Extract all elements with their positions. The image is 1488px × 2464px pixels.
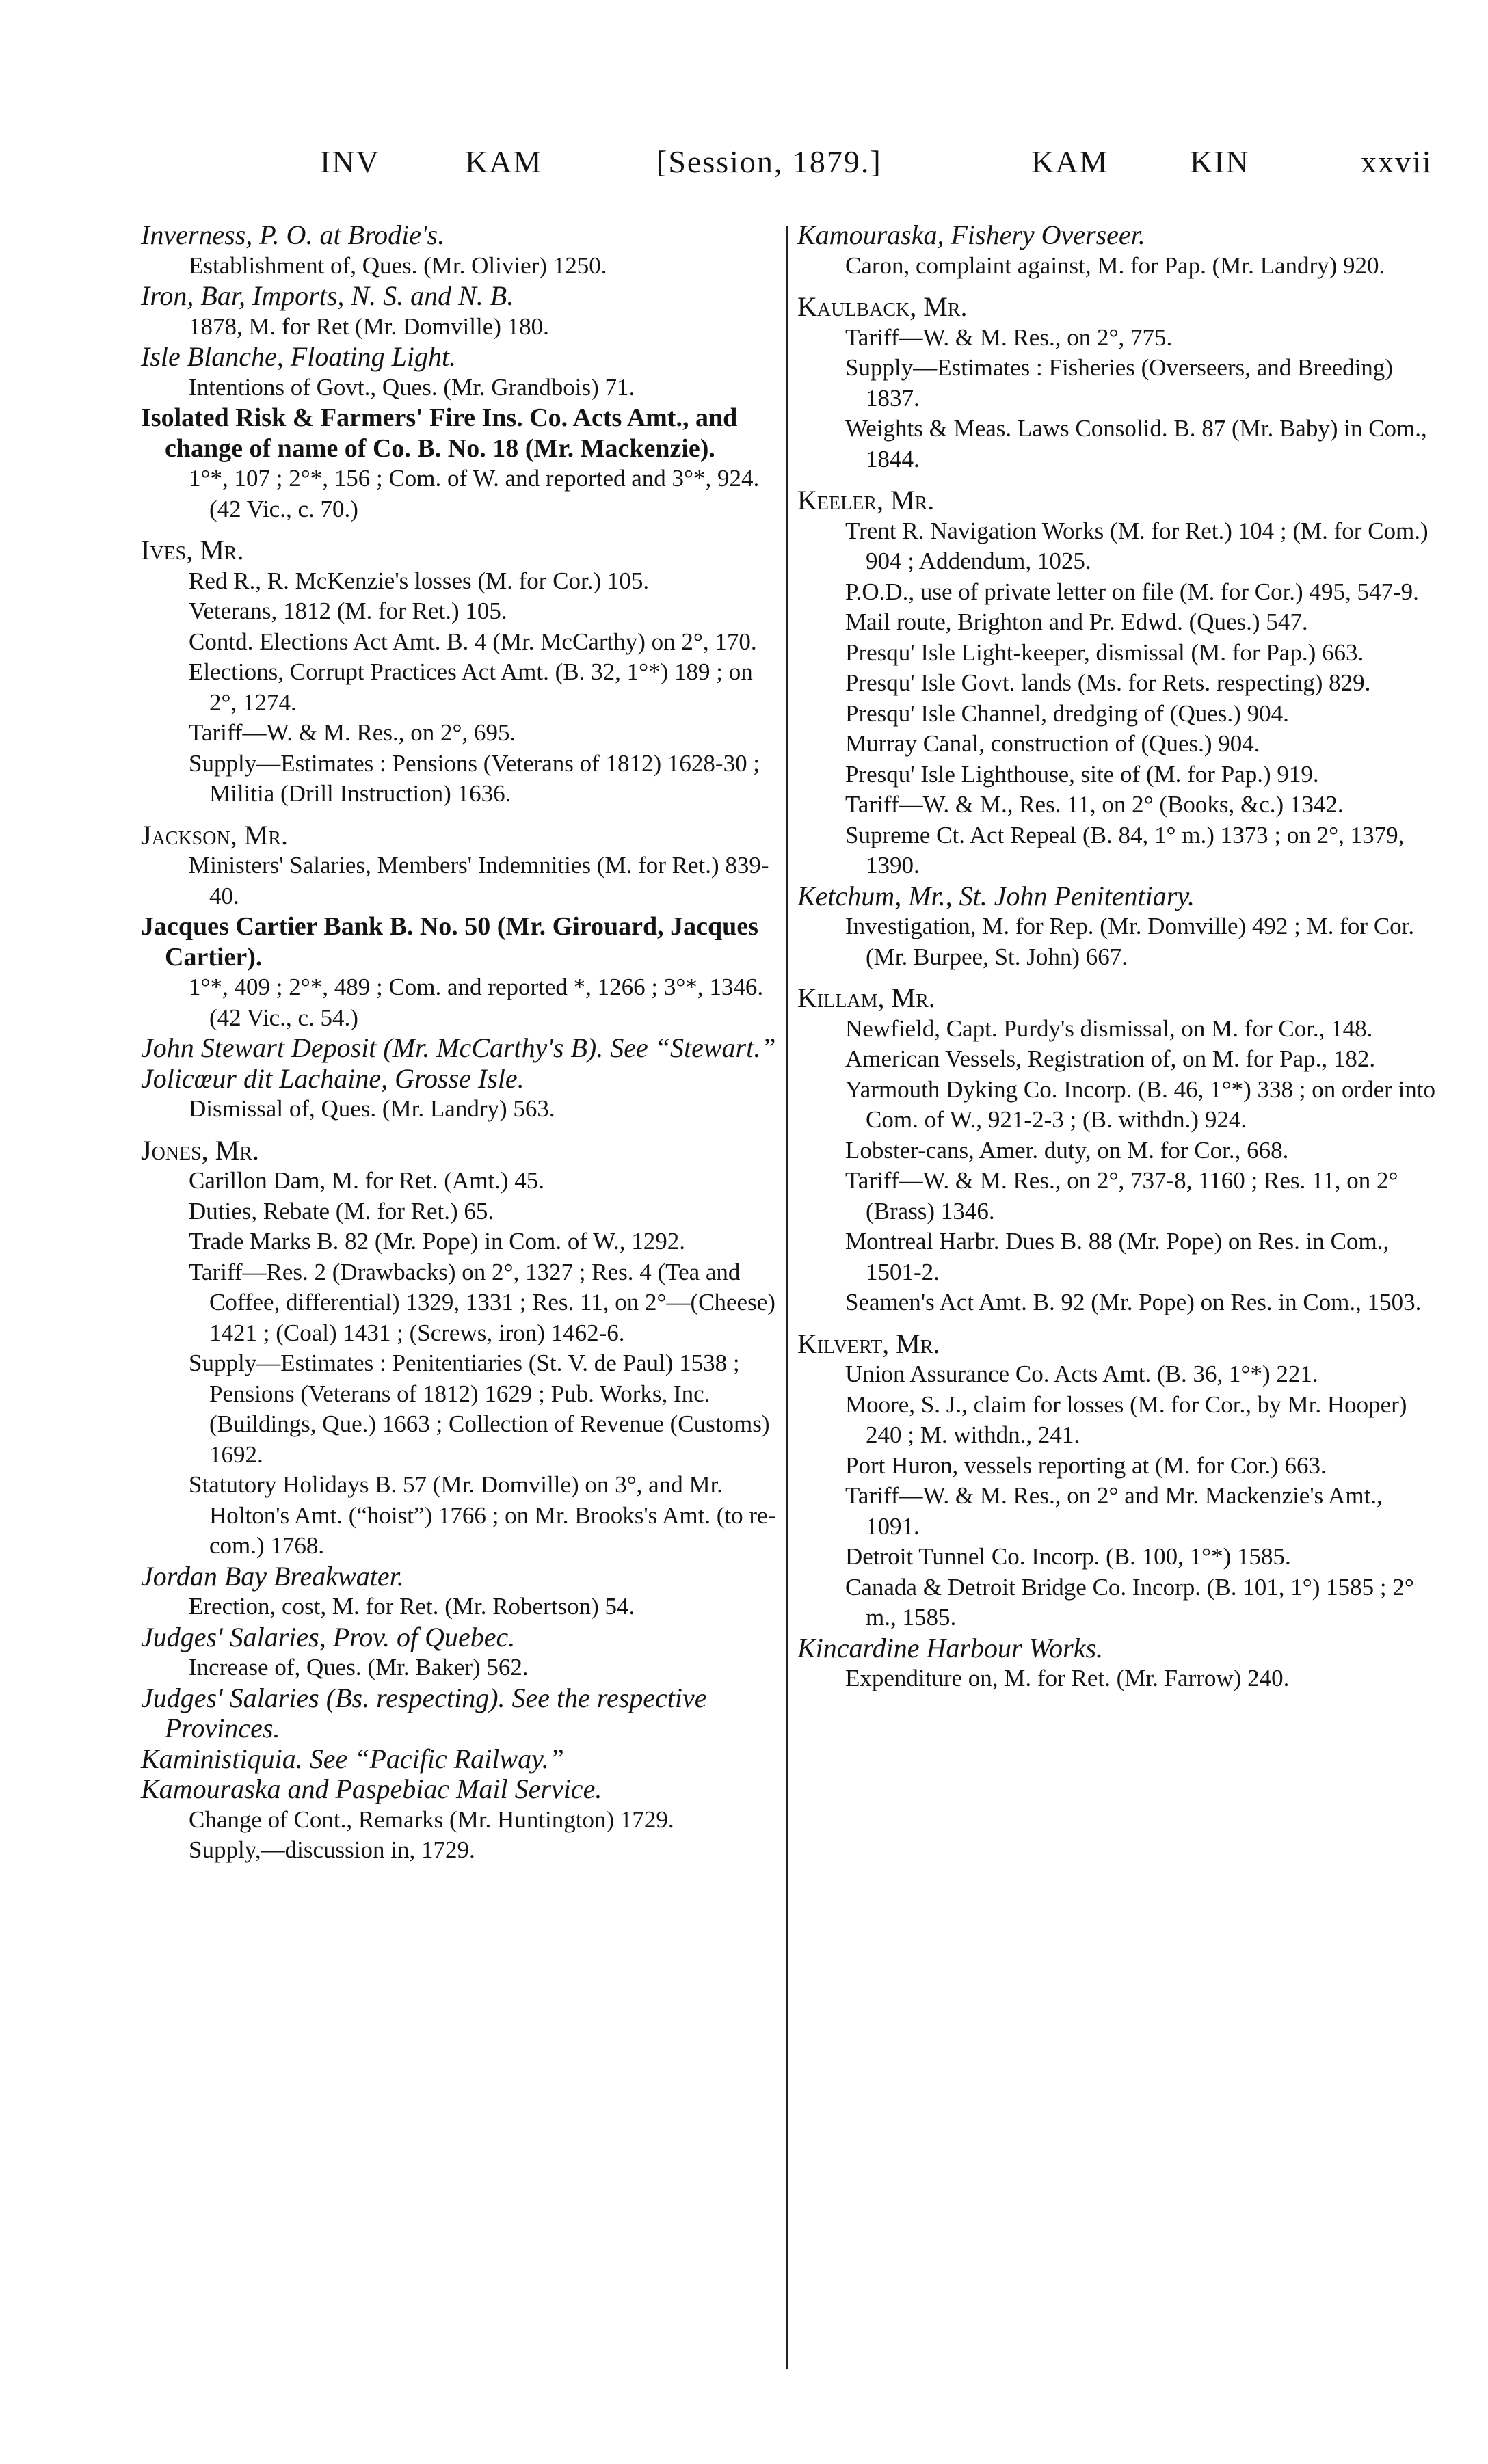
entry-line: Murray Canal, construction of (Ques.) 904. bbox=[845, 730, 1260, 757]
entry-heading: Iron, Bar, Imports, N. S. and N. B. bbox=[141, 280, 514, 311]
entry-gap bbox=[141, 809, 780, 820]
entry-line: Tariff—W. & M., Res. 11, on 2° (Books, &c.) 1342. bbox=[845, 791, 1344, 818]
entry-line: Presqu' Isle Govt. lands (Ms. for Rets. respecting) 829. bbox=[845, 669, 1371, 696]
entry-line: 1878, M. for Ret (Mr. Domville) 180. bbox=[189, 312, 549, 340]
index-entry bbox=[141, 911, 780, 1033]
index-entry bbox=[141, 281, 780, 342]
index-entry bbox=[141, 220, 780, 281]
entry-line: Tariff—W. & M. Res., on 2°, 695. bbox=[189, 719, 516, 746]
entry-heading: Ketchum, Mr., St. John Penitentiary. bbox=[797, 880, 1195, 911]
index-entry bbox=[141, 1125, 780, 1562]
entry-heading: Inverness, P. O. at Brodie's. bbox=[141, 219, 445, 250]
entry-line: Red R., R. McKenzie's losses (M. for Cor.) 105. bbox=[189, 567, 650, 594]
entry-line: Caron, complaint against, M. for Pap. (Mr. Landry) 920. bbox=[845, 252, 1385, 279]
entry-line: Duties, Rebate (M. for Ret.) 65. bbox=[189, 1197, 494, 1224]
index-entry bbox=[797, 1633, 1439, 1694]
entry-line: Presqu' Isle Channel, dredging of (Ques.) 904. bbox=[845, 699, 1289, 727]
entry-line: Newfield, Capt. Purdy's dismissal, on M. for Cor., 148. bbox=[845, 1015, 1373, 1042]
entry-line: Dismissal of, Ques. (Mr. Landry) 563. bbox=[189, 1095, 555, 1122]
index-entry bbox=[141, 1064, 780, 1125]
right-column bbox=[797, 220, 1439, 1694]
entry-heading: Ives, Mr. bbox=[141, 535, 244, 565]
entry-line: Supply—Estimates : Fisheries (Overseers, and Breeding) 1837. bbox=[845, 354, 1393, 412]
entry-line: Trent R. Navigation Works (M. for Ret.) 104 ; (M. for Com.) 904 ; Addendum, 1025. bbox=[845, 517, 1429, 574]
entry-gap bbox=[797, 281, 1439, 292]
entry-line: Elections, Corrupt Practices Act Amt. (B. 32, 1°*) 189 ; on 2°, 1274. bbox=[189, 658, 753, 716]
entry-line: Moore, S. J., claim for losses (M. for Cor., by Mr. Hooper) 240 ; M. withdn., 241. bbox=[845, 1391, 1407, 1448]
index-entry bbox=[797, 881, 1439, 973]
entry-line: Erection, cost, M. for Ret. (Mr. Robertson) 54. bbox=[189, 1593, 635, 1620]
entry-line: Presqu' Isle Light-keeper, dismissal (M. for Pap.) 663. bbox=[845, 639, 1364, 666]
header-left-word-1: INV bbox=[320, 144, 380, 179]
entry-heading: Judges' Salaries, Prov. of Quebec. bbox=[141, 1621, 516, 1652]
entry-line: Union Assurance Co. Acts Amt. (B. 36, 1°*) 221. bbox=[845, 1361, 1318, 1387]
entry-heading: Isle Blanche, Floating Light. bbox=[141, 341, 457, 372]
entry-line: Tariff—W. & M. Res., on 2°, 775. bbox=[845, 323, 1173, 351]
entry-heading: Judges' Salaries (Bs. respecting). See the respective Provinces. bbox=[141, 1682, 707, 1743]
column-divider bbox=[786, 226, 788, 2369]
entry-line: Tariff—W. & M. Res., on 2° and Mr. Mackenzie's Amt., 1091. bbox=[845, 1482, 1383, 1540]
entry-heading: Kaulback, Mr. bbox=[797, 291, 968, 322]
header-page-number: xxvii bbox=[1361, 144, 1433, 179]
header-session: [Session, 1879.] bbox=[656, 144, 882, 179]
index-entry bbox=[141, 1744, 780, 1775]
entry-line: Carillon Dam, M. for Ret. (Amt.) 45. bbox=[189, 1167, 545, 1194]
entry-gap bbox=[797, 972, 1439, 983]
page-header bbox=[0, 137, 1488, 191]
index-entry bbox=[141, 809, 780, 912]
entry-line: Intentions of Govt., Ques. (Mr. Grandbois) 71. bbox=[189, 373, 635, 401]
entry-line: Detroit Tunnel Co. Incorp. (B. 100, 1°*) 1585. bbox=[845, 1543, 1291, 1570]
entry-gap bbox=[797, 1318, 1439, 1329]
entry-line: Supply,—discussion in, 1729. bbox=[189, 1836, 475, 1863]
index-entry bbox=[797, 281, 1439, 474]
entry-heading: Keeler, Mr. bbox=[797, 485, 935, 515]
index-entry bbox=[797, 972, 1439, 1318]
entry-line: Expenditure on, M. for Ret. (Mr. Farrow) 240. bbox=[845, 1665, 1290, 1691]
entry-line: Investigation, M. for Rep. (Mr. Domville) 492 ; M. for Cor. (Mr. Burpee, St. John) 667. bbox=[845, 913, 1415, 970]
header-right-word-1: KAM bbox=[1031, 144, 1109, 179]
entry-line: Increase of, Ques. (Mr. Baker) 562. bbox=[189, 1654, 529, 1680]
index-entry bbox=[141, 342, 780, 403]
index-entry bbox=[797, 1318, 1439, 1633]
entry-line: Port Huron, vessels reporting at (M. for Cor.) 663. bbox=[845, 1451, 1327, 1479]
entry-line: P.O.D., use of private letter on file (M. for Cor.) 495, 547-9. bbox=[845, 578, 1419, 605]
index-entry bbox=[141, 524, 780, 809]
entry-line: Yarmouth Dyking Co. Incorp. (B. 46, 1°*) 338 ; on order into Com. of W., 921-2-3 ; (B. withdn.) 924. bbox=[845, 1075, 1436, 1133]
entry-line: Montreal Harbr. Dues B. 88 (Mr. Pope) on Res. in Com., 1501-2. bbox=[845, 1228, 1390, 1285]
entry-line: Statutory Holidays B. 57 (Mr. Domville) on 3°, and Mr. Holton's Amt. (“hoist”) 1766 ; on Mr. Brooks's Amt. (to re-com.) 1768. bbox=[189, 1471, 776, 1559]
entry-heading: Jolicœur dit Lachaine, Grosse Isle. bbox=[141, 1062, 524, 1094]
entry-line: Seamen's Act Amt. B. 92 (Mr. Pope) on Res. in Com., 1503. bbox=[845, 1289, 1422, 1315]
entry-line: Change of Cont., Remarks (Mr. Huntington) 1729. bbox=[189, 1806, 674, 1833]
index-entry bbox=[141, 1774, 780, 1866]
entry-line: Ministers' Salaries, Members' Indemnities (M. for Ret.) 839-40. bbox=[189, 852, 769, 909]
entry-line: Veterans, 1812 (M. for Ret.) 105. bbox=[189, 598, 507, 624]
entry-heading: Kilvert, Mr. bbox=[797, 1328, 940, 1359]
entry-line: Lobster-cans, Amer. duty, on M. for Cor., 668. bbox=[845, 1136, 1289, 1164]
entry-heading: Kaministiquia. See “Pacific Railway.” bbox=[141, 1743, 564, 1774]
header-left-word-2: KAM bbox=[465, 144, 543, 179]
entry-line: Tariff—W. & M. Res., on 2°, 737-8, 1160 ; Res. 11, on 2° (Brass) 1346. bbox=[845, 1167, 1398, 1224]
entry-heading: Kincardine Harbour Works. bbox=[797, 1632, 1104, 1663]
entry-gap bbox=[141, 1125, 780, 1136]
index-entry bbox=[141, 1562, 780, 1622]
entry-heading: John Stewart Deposit (Mr. McCarthy's B). See “Stewart.” bbox=[141, 1032, 776, 1063]
entry-line: Supply—Estimates : Penitentiaries (St. V. de Paul) 1538 ; Pensions (Veterans of 1812) 1629 ; Pub. Works, Inc. (Buildings, Que.) 1663 ; Collection of Revenue (Customs) 1692. bbox=[189, 1350, 770, 1468]
entry-heading: Isolated Risk & Farmers' Fire Ins. Co. Acts Amt., and change of name of Co. B. No. 18 (Mr. Mackenzie). bbox=[141, 403, 738, 463]
index-entry bbox=[141, 1683, 780, 1744]
entry-line: Presqu' Isle Lighthouse, site of (M. for Pap.) 919. bbox=[845, 760, 1319, 788]
entry-heading: Kamouraska, Fishery Overseer. bbox=[797, 219, 1145, 250]
entry-line: Supreme Ct. Act Repeal (B. 84, 1° m.) 1373 ; on 2°, 1379, 1390. bbox=[845, 821, 1405, 879]
index-entry bbox=[141, 1033, 780, 1064]
entry-line: Supply—Estimates : Pensions (Veterans of 1812) 1628-30 ; Militia (Drill Instruction) 1636. bbox=[189, 749, 760, 807]
entry-heading: Jones, Mr. bbox=[141, 1134, 259, 1166]
entry-line: 1°*, 107 ; 2°*, 156 ; Com. of W. and reported and 3°*, 924. (42 Vic., c. 70.) bbox=[189, 465, 760, 522]
index-entry bbox=[141, 403, 780, 524]
entry-line: Contd. Elections Act Amt. B. 4 (Mr. McCarthy) on 2°, 170. bbox=[189, 628, 757, 655]
entry-line: American Vessels, Registration of, on M. for Pap., 182. bbox=[845, 1045, 1376, 1072]
index-entry bbox=[797, 474, 1439, 881]
left-column bbox=[141, 220, 780, 1866]
entry-line: Mail route, Brighton and Pr. Edwd. (Ques.) 547. bbox=[845, 608, 1308, 635]
entry-line: 1°*, 409 ; 2°*, 489 ; Com. and reported *, 1266 ; 3°*, 1346. (42 Vic., c. 54.) bbox=[189, 974, 764, 1031]
entry-line: Trade Marks B. 82 (Mr. Pope) in Com. of W., 1292. bbox=[189, 1228, 685, 1255]
index-entry bbox=[797, 220, 1439, 281]
entry-line: Weights & Meas. Laws Consolid. B. 87 (Mr. Baby) in Com., 1844. bbox=[845, 415, 1427, 472]
entry-gap bbox=[141, 524, 780, 535]
entry-heading: Kamouraska and Paspebiac Mail Service. bbox=[141, 1773, 602, 1804]
header-right-word-2: KIN bbox=[1190, 144, 1250, 179]
entry-heading: Jackson, Mr. bbox=[141, 819, 288, 851]
entry-gap bbox=[797, 474, 1439, 485]
entry-heading: Jacques Cartier Bank B. No. 50 (Mr. Girouard, Jacques Cartier). bbox=[141, 912, 758, 972]
entry-heading: Jordan Bay Breakwater. bbox=[141, 1560, 404, 1592]
entry-line: Canada & Detroit Bridge Co. Incorp. (B. 101, 1°) 1585 ; 2° m., 1585. bbox=[845, 1573, 1414, 1631]
index-entry bbox=[141, 1622, 780, 1683]
entry-heading: Killam, Mr. bbox=[797, 982, 935, 1013]
entry-line: Tariff—Res. 2 (Drawbacks) on 2°, 1327 ; Res. 4 (Tea and Coffee, differential) 1329, 1331 ; Res. 11, on 2°—(Cheese) 1421 ; (Coal) 1431 ; (Screws, iron) 1462-6. bbox=[189, 1258, 775, 1346]
entry-line: Establishment of, Ques. (Mr. Olivier) 1250. bbox=[189, 252, 607, 279]
